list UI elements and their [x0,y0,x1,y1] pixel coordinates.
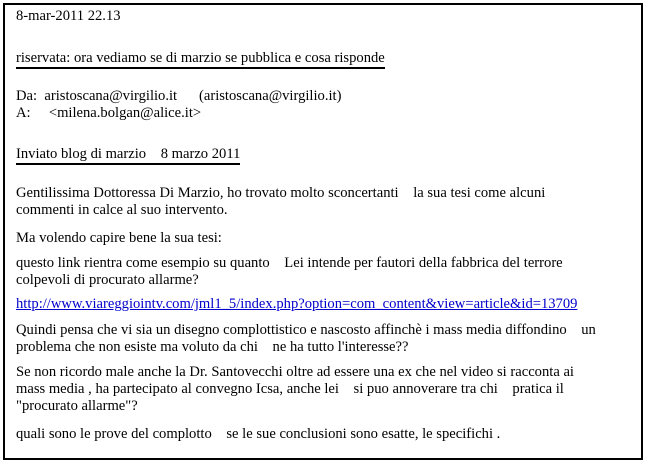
from-row [16,88,341,105]
body-paragraph-3-line-1: questo link rientra come esempio su quanto Lei intende per fautori della fabbrica del terrore [16,255,563,271]
article-link[interactable]: http://www.viareggiointv.com/jml1_5/index.php?option=com_content&view=article&id=13709 [16,296,578,312]
from-address: aristoscana@virgilio.it [44,88,178,104]
body-paragraph-5-line-3: "procurato allarme"? [16,398,138,414]
to-label: A: [16,105,31,121]
body-paragraph-4-line-1: Quindi pensa che vi sia un disegno complottistico e nascosto affinchè i mass media diffondino un [16,322,596,338]
body-paragraph-1-line-2: commenti in calce al suo intervento. [16,202,228,218]
section-header [16,146,240,163]
email-subject-text: riservata: ora vediamo se di marzio se pubblica e cosa risponde [16,50,385,69]
body-paragraph-4-line-2: problema che non esiste ma voluto da chi ne ha tutto l'interesse?? [16,339,409,355]
to-address: <milena.bolgan@alice.it> [48,105,202,121]
email-subject [16,50,385,67]
body-paragraph-5-line-2: mass media , ha partecipato al convegno Icsa, anche lei si puo annoverare tra chi pratica il [16,381,564,397]
body-paragraph-5-line-1: Se non ricordo male anche la Dr. Santovecchi oltre ad essere una ex che nel video si racconta ai [16,364,574,380]
body-paragraph-6: quali sono le prove del complotto se le sue conclusioni sono esatte, le specifichi . [16,426,501,442]
section-header-text: Inviato blog di marzio 8 marzo 2011 [16,146,240,165]
email-date: 8-mar-2011 22.13 [16,8,121,24]
from-display: (aristoscana@virgilio.it) [199,88,342,104]
body-paragraph-1-line-1: Gentilissima Dottoressa Di Marzio, ho trovato molto sconcertanti la sua tesi come alcuni [16,185,546,201]
body-paragraph-2: Ma volendo capire bene la sua tesi: [16,230,222,246]
from-label: Da: [16,88,38,104]
to-row [16,105,201,122]
body-paragraph-3-line-2: colpevoli di procurato allarme? [16,272,199,288]
article-link-row [16,296,577,313]
